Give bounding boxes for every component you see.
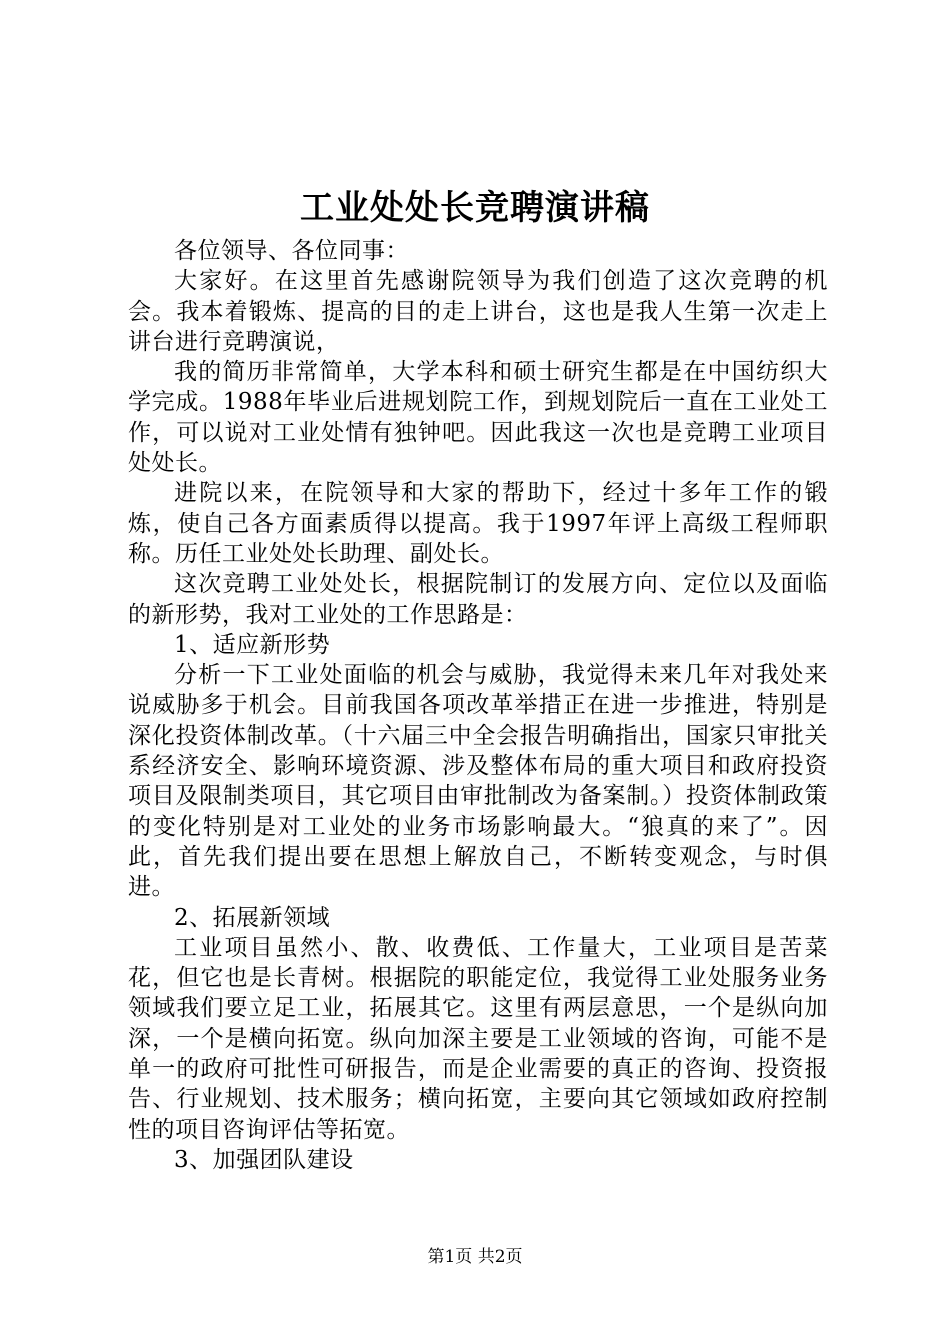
page-footer: 第1页 共2页 — [427, 1247, 523, 1267]
section-heading-1: 1、适应新形势 — [174, 631, 331, 658]
resume-paragraph: 我的简历非常简单，大学本科和硕士研究生都是在中国纺织大学完成。1988年毕业后进规划院工作，到规划院后一直在工业处工作，可以说对工业处情有独钟吧。因此我这一次也是竞聘工业项目处处长。 — [128, 359, 828, 477]
document-title: 工业处处长竞聘演讲稿 — [300, 188, 650, 228]
career-paragraph: 进院以来，在院领导和大家的帮助下，经过十多年工作的锻炼，使自己各方面素质得以提高。我于1997年评上高级工程师职称。历任工业处处长助理、副处长。 — [128, 480, 828, 567]
document-body — [128, 236, 828, 1175]
section-heading-2: 2、拓展新领域 — [174, 904, 331, 931]
greeting-paragraph: 大家好。在这里首先感谢院领导为我们创造了这次竞聘的机会。我本着锻炼、提高的目的走上讲台，这也是我人生第一次走上讲台进行竞聘演说， — [128, 268, 828, 355]
salutation-paragraph: 各位领导、各位同事： — [174, 238, 409, 264]
section-2-paragraph: 工业项目虽然小、散、收费低、工作量大，工业项目是苦菜花，但它也是长青树。根据院的职能定位，我觉得工业处服务业务领域我们要立足工业，拓展其它。这里有两层意思，一个是纵向加深，一个是横向拓宽。纵向加深主要是工业领域的咨询，可能不是单一的政府可批性可研报告，而是企业需要的真正的咨询、投资报告、行业规划、技术服务；横向拓宽，主要向其它领域如政府控制性的项目咨询评估等拓宽。 — [128, 934, 828, 1143]
section-1-paragraph: 分析一下工业处面临的机会与威胁，我觉得未来几年对我处来说威胁多于机会。目前我国各项改革举措正在进一步推进，特别是深化投资体制改革。（十六届三中全会报告明确指出，国家只审批关系经济安全、影响环境资源、涉及整体布局的重大项目和政府投资项目及限制类项目，其它项目由审批制改为备案制。）投资体制政策的变化特别是对工业处的业务市场影响最大。“狼真的来了”。因此，首先我们提出要在思想上解放自己，不断转变观念，与时俱进。 — [128, 662, 828, 901]
section-heading-3: 3、加强团队建设 — [174, 1146, 354, 1173]
approach-intro-paragraph: 这次竞聘工业处处长，根据院制订的发展方向、定位以及面临的新形势，我对工业处的工作思路是： — [128, 571, 828, 628]
